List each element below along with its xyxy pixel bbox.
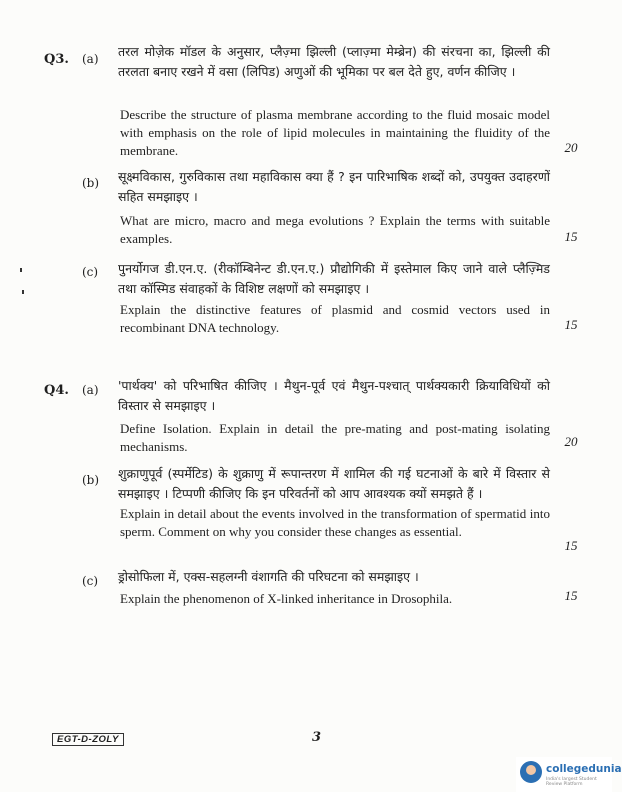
q4a-english-text: Define Isolation. Explain in detail the pre-mating and post-mating isolating mechanisms.: [120, 421, 550, 454]
q4a-hindi-text: 'पार्थक्य' को परिभाषित कीजिए । मैथुन-पूर्व एवं मैथुन-पश्चात् पार्थक्यकारी क्रियाविधियों को विस्तार से समझाइए ।: [118, 378, 550, 413]
q4c-hindi-text: ड्रोसोफिला में, एक्स-सहलग्नी वंशागति की परिघटना को समझाइए ।: [118, 569, 419, 584]
q3a-label: (a): [82, 52, 99, 66]
watermark-logo: [516, 757, 622, 792]
q3a-hindi-text: तरल मोज़ेक मॉडल के अनुसार, प्लैज़्मा झिल्ली (प्लाज़्मा मेम्ब्रेन) की संरचना का, झिल्ली की तरलता बनाए रखने में वसा (लिपिड) अणुओं की भूमिका पर बल देते हुए, वर्णन कीजिए ।: [118, 44, 550, 79]
brand-icon: [520, 761, 542, 783]
q3b-english-text: What are micro, macro and mega evolutions ? Explain the terms with suitable examples.: [120, 213, 550, 246]
q3b-marks: 15: [564, 229, 578, 244]
q3c-label: (c): [82, 265, 99, 279]
q4c-marks: 15: [564, 588, 578, 603]
q3b-label: (b): [82, 176, 100, 190]
paper-code: EGT-D-ZOLY: [52, 733, 124, 746]
q4a-label: (a): [82, 383, 99, 397]
q3b-hindi-text: सूक्ष्मविकास, गुरुविकास तथा महाविकास क्या हैं ? इन पारिभाषिक शब्दों को, उपयुक्त उदाहरणों सहित समझाइए ।: [118, 169, 550, 204]
q4c-label: (c): [82, 574, 99, 588]
q4b-hindi-text: शुक्राणुपूर्व (स्पर्मेटिड) के शुक्राणु में रूपान्तरण में शामिल की गई घटनाओं के बारे में विस्तार से समझाइए । टिप्पणी कीजिए कि इन परिवर्तनों को आप आवश्यक क्यों समझते हैं ।: [118, 466, 550, 501]
q3a-english-text: Describe the structure of plasma membrane according to the fluid mosaic model with emphasis on the role of lipid molecules in maintaining the fluidity of the membrane.: [120, 107, 550, 158]
q4b-english-text: Explain in detail about the events involved in the transformation of spermatid into sperm. Comment on why you consider these changes as essential.: [120, 506, 550, 539]
q3c-hindi-text: पुनर्योगज डी.एन.ए. (रीकॉम्बिनेन्ट डी.एन.ए.) प्रौद्योगिकी में इस्तेमाल किए जाने वाले प्लैज़्मिड तथा कॉस्मिड संवाहकों के विशिष्ट लक्षणों को समझाइए ।: [118, 261, 550, 296]
q4b-marks: 15: [564, 538, 578, 553]
q4a-marks: 20: [564, 434, 578, 449]
page-number: 3: [312, 730, 322, 745]
scan-mark: [22, 290, 24, 294]
scan-mark: [20, 268, 22, 272]
q3c-marks: 15: [564, 317, 578, 332]
brand-tagline: India's largest Student Review Platform: [546, 777, 597, 787]
q4b-label: (b): [82, 473, 100, 487]
brand-name: collegedunia: [546, 763, 622, 775]
question-3-number: Q3.: [44, 52, 69, 67]
q4c-english-text: Explain the phenomenon of X-linked inheritance in Drosophila.: [120, 591, 453, 606]
q3c-english-text: Explain the distinctive features of plasmid and cosmid vectors used in recombinant DNA technology.: [120, 302, 550, 335]
question-4-number: Q4.: [44, 383, 69, 398]
q3a-marks: 20: [564, 140, 578, 155]
